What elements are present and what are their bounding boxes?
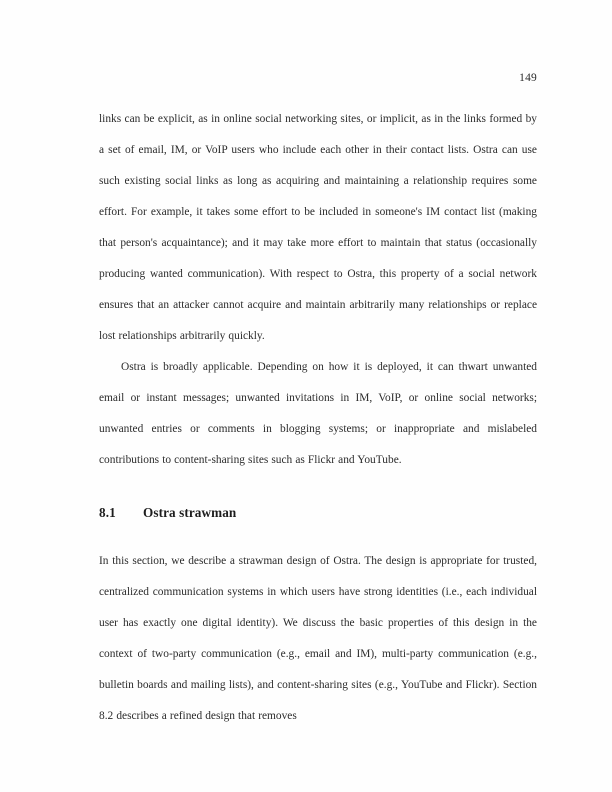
section-intro-paragraph: In this section, we describe a strawman design of Ostra. The design is appropriate for trusted, centralized communication systems in which users have strong identities (i.e., each individual user has exactly one digital identity). We discuss the basic properties of this design in the context of two-party communication (e.g., email and IM), multi-party communication (e.g., bulletin boards and mailing lists), and content-sharing sites (e.g., YouTube and Flickr). Section 8.2 describes a refined design that removes: [99, 555, 537, 723]
section-number: 8.1: [99, 505, 116, 520]
section-heading-block: [99, 476, 537, 546]
page-number: 149: [519, 72, 537, 84]
section-title: Ostra strawman: [143, 505, 237, 520]
body-paragraph-2: Ostra is broadly applicable. Depending on how it is deployed, it can thwart unwanted email or instant messages; unwanted invitations in IM, VoIP, or online social networks; unwanted entries or comments in blogging systems; or inappropriate and mislabeled contributions to content-sharing sites such as Flickr and YouTube.: [99, 361, 537, 466]
text-column: [99, 104, 537, 732]
page-title: [99, 506, 537, 519]
body-paragraph-1: links can be explicit, as in online social networking sites, or implicit, as in the links formed by a set of email, IM, or VoIP users who include each other in their contact lists. Ostra can use such existing social links as long as acquiring and maintaining a relationship requires some effort. For example, it takes some effort to be included in someone's IM contact list (making that person's acquaintance); and it may take more effort to maintain that status (occasionally producing wanted communication). With respect to Ostra, this property of a social network ensures that an attacker cannot acquire and maintain arbitrarily many relationships or replace lost relationships arbitrarily quickly.: [99, 113, 537, 342]
